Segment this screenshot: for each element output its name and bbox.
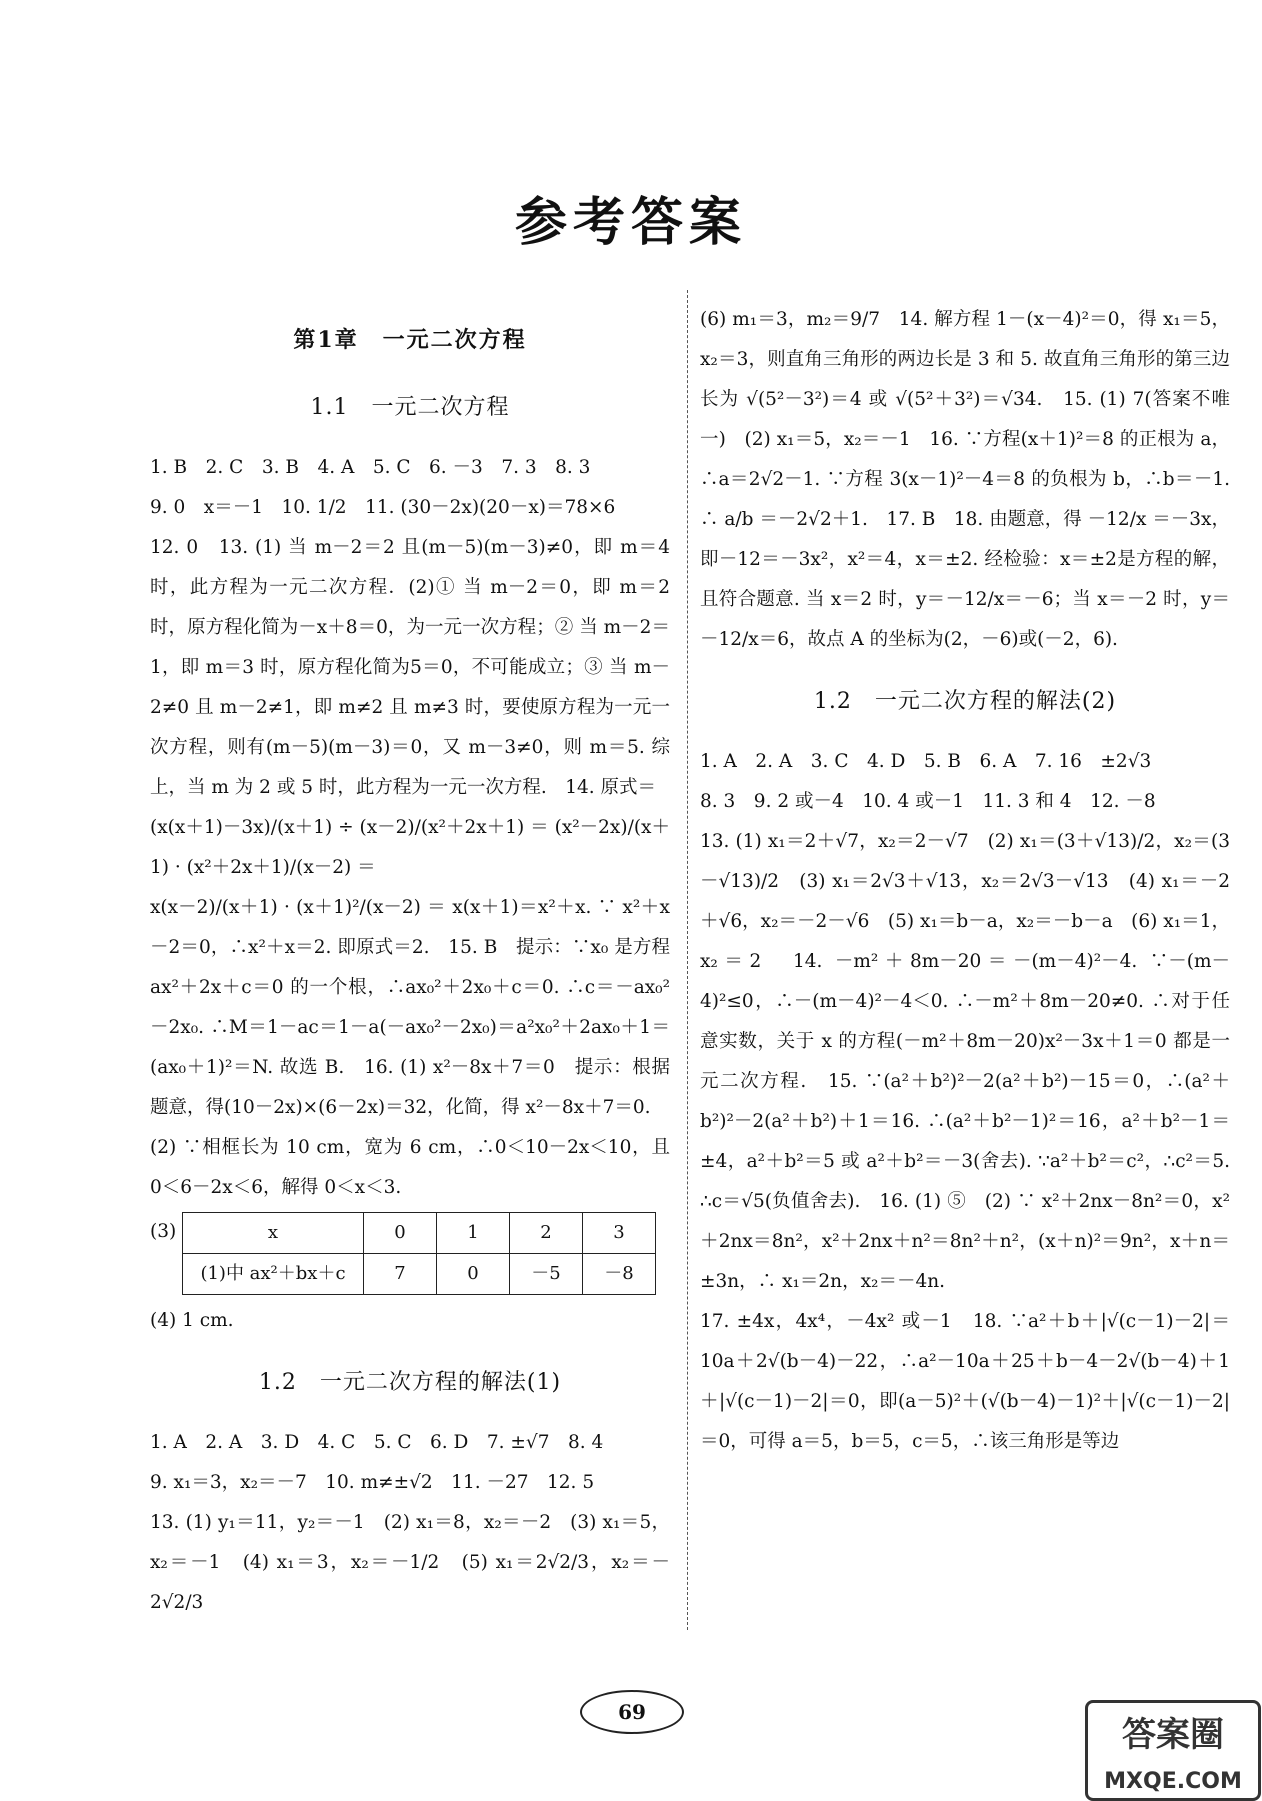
section-heading-1-2-2: 1.2 一元二次方程的解法(2) (813, 689, 1117, 714)
left-column (150, 300, 670, 1623)
table-cell: －8 (583, 1254, 656, 1295)
answer-paragraph: 12. 0 13. (1) 当 m－2＝2 且(m－5)(m－3)≠0，即 m＝4 时，此方程为一元二次方程．(2)① 当 m－2＝0，即 m＝2 时，原方程化简为－x＋8＝0，为一元一次方程；② 当 m－2＝1，即 m＝3 时，原方程化简为5＝0，不可能成立；③ 当 m－2≠0 且 m－2≠1，即 m≠2 且 m≠3 时，要使原方程为一元一次方程，则有(m－5)(m－3)＝0，又 m－3≠0，则 m＝5. 综上，当 m 为 2 或 5 时，此方程为一元一次方程. 14. 原式＝ (150, 537, 670, 798)
table-cell: 7 (364, 1254, 437, 1295)
answer-paragraph: (x(x＋1)－3x)/(x＋1) ÷ (x－2)/(x²＋2x＋1) ＝ (x²－2x)/(x＋1) · (x²＋2x＋1)/(x－2) ＝ (150, 817, 670, 878)
value-table-block (150, 1212, 670, 1295)
answer-paragraph: 9. x₁＝3，x₂＝－7 10. m≠±√2 11. －27 12. 5 (150, 1472, 595, 1493)
table-cell: 0 (364, 1213, 437, 1254)
answer-paragraph: (6) m₁＝3，m₂＝9/7 14. 解方程 1－(x－4)²＝0，得 x₁＝5，x₂＝3，则直角三角形的两边长是 3 和 5. 故直角三角形的第三边长为 √(5²－3²)＝4 或 √(5²＋3²)＝√34. 15. (1) 7(答案不唯一) (2) x₁＝5，x₂＝－1 16. ∵方程(x＋1)²＝8 的正根为 a，∴a＝2√2－1. ∵方程 3(x－1)²－4＝8 的负根为 b，∴b＝－1. ∴ a/b ＝－2√2＋1. 17. B 18. 由题意，得 －12/x ＝－3x，即－12＝－3x²，x²＝4，x＝±2. 经检验：x＝±2是方程的解，且符合题意. 当 x＝2 时，y＝－12/x＝－6；当 x＝－2 时，y＝－12/x＝6，故点 A 的坐标为(2，－6)或(－2，6). (700, 309, 1230, 650)
answer-paragraph: 13. (1) x₁＝2＋√7，x₂＝2－√7 (2) x₁＝(3＋√13)/2，x₂＝(3－√13)/2 (3) x₁＝2√3＋√13，x₂＝2√3－√13 (4) x₁＝－2＋√6，x₂＝－2－√6 (5) x₁＝b－a，x₂＝－b－a (6) x₁＝1，x₂＝2 14. －m²＋8m－20＝－(m－4)²－4. ∵－(m－4)²≤0，∴－(m－4)²－4＜0. ∴－m²＋8m－20≠0. ∴对于任意实数，关于 x 的方程(－m²＋8m－20)x²－3x＋1＝0 都是一元二次方程. 15. ∵(a²＋b²)²－2(a²＋b²)－15＝0，∴(a²＋b²)²－2(a²＋b²)＋1＝16. ∴(a²＋b²－1)²＝16，a²＋b²－1＝±4，a²＋b²＝5 或 a²＋b²＝－3(舍去). ∵a²＋b²＝c²，∴c²＝5. ∴c＝√5(负值舍去). 16. (1) ⑤ (2) ∵ x²＋2nx－8n²＝0，x²＋2nx＝8n²，x²＋2nx＋n²＝8n²＋n²，(x＋n)²＝9n²，x＋n＝±3n，∴ x₁＝2n，x₂＝－4n. (700, 831, 1230, 1292)
answer-paragraph: 1. A 2. A 3. D 4. C 5. C 6. D 7. ±√7 8. 4 (150, 1432, 604, 1453)
table-cell: 0 (437, 1254, 510, 1295)
table-cell: x (183, 1213, 364, 1254)
value-table (182, 1212, 656, 1295)
right-column (700, 300, 1230, 1462)
site-watermark-logo (1085, 1700, 1261, 1801)
answer-paragraph: 13. (1) y₁＝11，y₂＝－1 (2) x₁＝8，x₂＝－2 (3) x₁＝5，x₂＝－1 (4) x₁＝3，x₂＝－1/2 (5) x₁＝2√2/3，x₂＝－2√2/3 (150, 1512, 670, 1613)
answer-paragraph: x(x－2)/(x＋1) · (x＋1)²/(x－2) ＝ x(x＋1)＝x²＋x. ∵ x²＋x－2＝0，∴x²＋x＝2. 即原式＝2. 15. B 提示：∵x₀ 是方程 ax²＋2x＋c＝0 的一个根，∴ax₀²＋2x₀＋c＝0. ∴c＝－ax₀²－2x₀. ∴M＝1－ac＝1－a(－ax₀²－2x₀)＝a²x₀²＋2ax₀＋1＝(ax₀＋1)²＝N. 故选 B. 16. (1) x²－8x＋7＝0 提示：根据题意，得(10－2x)×(6－2x)＝32，化简，得 x²－8x＋7＝0. (150, 897, 670, 1118)
column-divider (687, 290, 688, 1630)
table-cell: 3 (583, 1213, 656, 1254)
answer-paragraph: 1. B 2. C 3. B 4. A 5. C 6. －3 7. 3 8. 3 (150, 457, 591, 478)
section-heading-1-1: 1.1 一元二次方程 (310, 395, 510, 420)
answer-paragraph: 8. 3 9. 2 或－4 10. 4 或－1 11. 3 和 4 12. －8 (700, 791, 1156, 812)
answer-paragraph: (2) ∵相框长为 10 cm，宽为 6 cm，∴0＜10－2x＜10，且 0＜6－2x＜6，解得 0＜x＜3. (150, 1137, 670, 1198)
page-title: 参考答案 (514, 192, 747, 253)
page-number: 69 (580, 1690, 684, 1734)
table-cell: 2 (510, 1213, 583, 1254)
watermark-title: 答案圈 (1122, 1715, 1224, 1755)
answer-paragraph: 1. A 2. A 3. C 4. D 5. B 6. A 7. 16 ±2√3 (700, 751, 1152, 772)
answer-paragraph: (4) 1 cm. (150, 1310, 234, 1331)
table-cell: (1)中 ax²＋bx＋c (183, 1254, 364, 1295)
section-heading-1-2-1: 1.2 一元二次方程的解法(1) (258, 1370, 562, 1395)
table-row (183, 1254, 656, 1295)
table-label: (3) (150, 1221, 177, 1242)
chapter-heading: 第1章 一元二次方程 (293, 327, 527, 353)
table-cell: －5 (510, 1254, 583, 1295)
answer-paragraph: 9. 0 x＝－1 10. 1/2 11. (30－2x)(20－x)＝78×6 (150, 497, 616, 518)
watermark-url: MXQE.COM (1104, 1769, 1242, 1794)
table-header-row (183, 1213, 656, 1254)
table-cell: 1 (437, 1213, 510, 1254)
answer-paragraph: 17. ±4x，4x⁴，－4x² 或－1 18. ∵a²＋b＋|√(c－1)－2|＝10a＋2√(b－4)－22，∴a²－10a＋25＋b－4－2√(b－4)＋1＋|√(c－1)－2|＝0，即(a－5)²＋(√(b－4)－1)²＋|√(c－1)－2|＝0，可得 a＝5，b＝5，c＝5，∴该三角形是等边 (700, 1311, 1230, 1452)
